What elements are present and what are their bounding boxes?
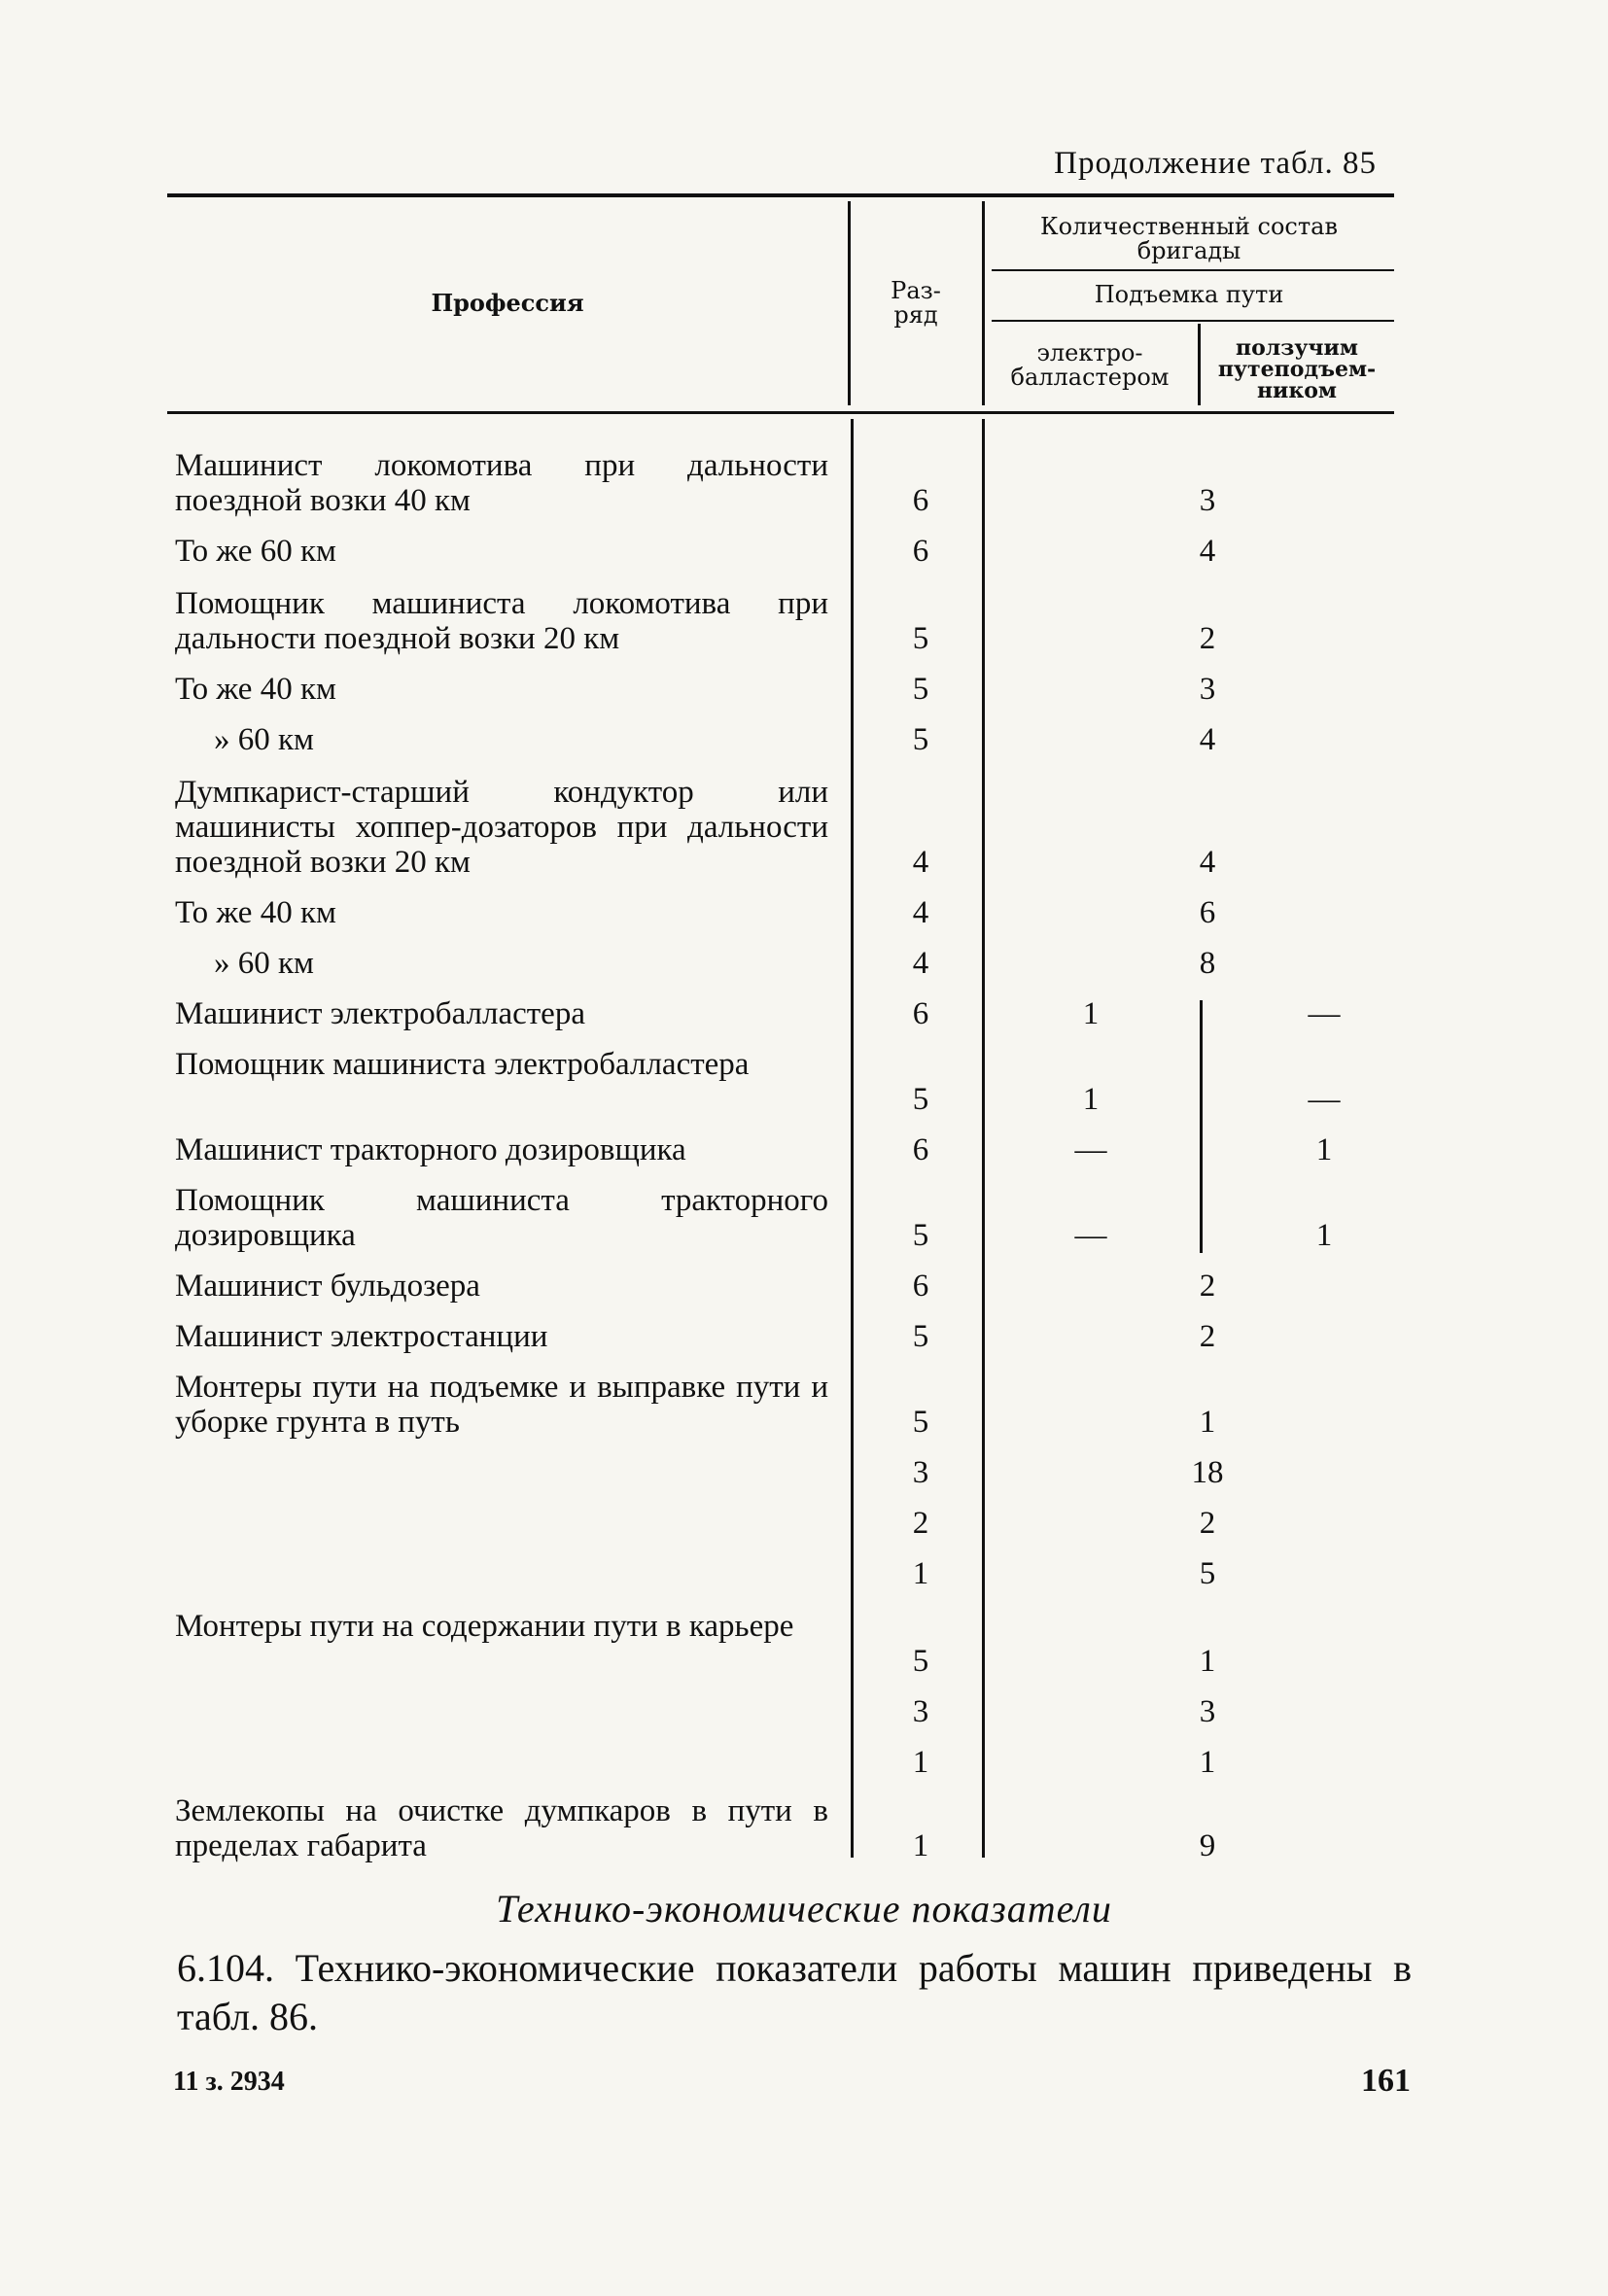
row-count: 3 bbox=[1199, 672, 1216, 707]
header-rule-lifting bbox=[992, 320, 1394, 322]
row-count: 4 bbox=[1199, 722, 1216, 757]
row-count: 1 bbox=[1199, 1745, 1216, 1780]
header-crawl-line2: путеподъем- bbox=[1217, 357, 1377, 382]
row-rank: 4 bbox=[912, 946, 929, 981]
header-crew bbox=[984, 215, 1394, 263]
header-crew-line2: бригады bbox=[1136, 237, 1241, 264]
row-rank: 1 bbox=[912, 1556, 929, 1591]
row-rank: 6 bbox=[912, 534, 929, 569]
row-profession: Помощник машиниста тракторного дозировщика bbox=[175, 1183, 828, 1253]
row-rank: 6 bbox=[912, 996, 929, 1031]
header-crawl-line3: ником bbox=[1256, 378, 1338, 403]
row-rank: 3 bbox=[912, 1694, 929, 1729]
page-number: 161 bbox=[1361, 2063, 1411, 2099]
paragraph: 6.104. Технико-экономические показатели работы машин приведены в табл. 86. bbox=[177, 1946, 1412, 2038]
row-count: 2 bbox=[1199, 621, 1216, 656]
row-count: 4 bbox=[1199, 534, 1216, 569]
table-top-rule bbox=[167, 193, 1394, 197]
header-electro-line2: балластером bbox=[1010, 364, 1170, 391]
row-rank: 2 bbox=[912, 1506, 929, 1541]
header-crawl-line1: ползучим bbox=[1236, 335, 1358, 361]
row-count: 9 bbox=[1199, 1828, 1216, 1863]
header-electro bbox=[984, 341, 1196, 390]
table-head-rule bbox=[167, 411, 1394, 414]
row-count: 2 bbox=[1199, 1319, 1216, 1354]
row-crawl: 1 bbox=[1315, 1218, 1333, 1253]
row-count: 5 bbox=[1199, 1556, 1216, 1591]
vline-header-3 bbox=[1198, 324, 1201, 405]
row-profession: То же 40 км bbox=[175, 895, 336, 930]
header-lifting: Подъемка пути bbox=[1094, 281, 1284, 308]
row-count: 18 bbox=[1191, 1455, 1224, 1490]
row-profession: То же 60 км bbox=[175, 534, 336, 569]
row-count: 1 bbox=[1199, 1644, 1216, 1679]
row-count: 2 bbox=[1199, 1506, 1216, 1541]
row-crawl: 1 bbox=[1315, 1132, 1333, 1167]
row-count: 2 bbox=[1199, 1269, 1216, 1304]
row-profession: Землекопы на очистке думпкаров в пути в пределах габарита bbox=[175, 1793, 828, 1863]
row-rank: 5 bbox=[912, 1319, 929, 1354]
row-rank: 5 bbox=[912, 1218, 929, 1253]
row-profession: Машинист электростанции bbox=[175, 1319, 548, 1354]
row-electro: 1 bbox=[1082, 996, 1100, 1031]
row-profession: То же 40 км bbox=[175, 672, 336, 707]
row-electro: — bbox=[1074, 1132, 1107, 1167]
row-crawl: — bbox=[1308, 996, 1341, 1031]
vline-header-1 bbox=[848, 201, 851, 405]
row-count: 1 bbox=[1199, 1405, 1216, 1440]
footer-signature: 11 з. 2934 bbox=[173, 2067, 285, 2097]
row-rank: 5 bbox=[912, 621, 929, 656]
vline-body-3 bbox=[1200, 1000, 1203, 1253]
row-rank: 5 bbox=[912, 1082, 929, 1117]
row-rank: 3 bbox=[912, 1455, 929, 1490]
row-count: 3 bbox=[1199, 1694, 1216, 1729]
row-rank: 6 bbox=[912, 1269, 929, 1304]
header-rank-line1: Раз- bbox=[891, 277, 941, 304]
row-crawl: — bbox=[1308, 1082, 1341, 1117]
row-profession: Думпкарист-старший кондуктор или машинисты хоппер-дозаторов при дальности поездной возки 20 км bbox=[175, 775, 828, 880]
row-rank: 5 bbox=[912, 722, 929, 757]
row-profession: » 60 км bbox=[214, 946, 314, 981]
row-profession: Машинист электробалластера bbox=[175, 996, 585, 1031]
row-electro: 1 bbox=[1082, 1082, 1100, 1117]
row-rank: 1 bbox=[912, 1828, 929, 1863]
header-rule-crew bbox=[992, 269, 1394, 271]
row-electro: — bbox=[1074, 1218, 1107, 1253]
row-rank: 5 bbox=[912, 1405, 929, 1440]
row-rank: 1 bbox=[912, 1745, 929, 1780]
row-profession: Машинист локомотива при дальности поездной возки 40 км bbox=[175, 448, 828, 518]
row-rank: 5 bbox=[912, 672, 929, 707]
row-profession: Монтеры пути на подъемке и выправке пути и уборке грунта в путь bbox=[175, 1370, 828, 1440]
vline-header-2 bbox=[982, 201, 985, 405]
row-rank: 4 bbox=[912, 895, 929, 930]
vline-body-2 bbox=[982, 419, 985, 1858]
header-rank-line2: ряд bbox=[893, 301, 938, 329]
row-count: 3 bbox=[1199, 483, 1216, 518]
vline-body-1 bbox=[851, 419, 854, 1858]
row-profession: Монтеры пути на содержании пути в карьере bbox=[175, 1609, 794, 1644]
row-count: 4 bbox=[1199, 845, 1216, 880]
row-rank: 6 bbox=[912, 1132, 929, 1167]
row-profession: Машинист тракторного дозировщика bbox=[175, 1132, 686, 1167]
header-crawl bbox=[1200, 337, 1394, 401]
header-profession: Профессия bbox=[431, 289, 584, 317]
header-electro-line1: электро- bbox=[1036, 339, 1143, 366]
row-count: 6 bbox=[1199, 895, 1216, 930]
row-profession: Помощник машиниста электробалластера bbox=[175, 1047, 750, 1082]
row-rank: 6 bbox=[912, 483, 929, 518]
row-profession: » 60 км bbox=[214, 722, 314, 757]
header-rank bbox=[853, 279, 979, 328]
row-count: 8 bbox=[1199, 946, 1216, 981]
row-profession: Помощник машиниста локомотива при дальности поездной возки 20 км bbox=[175, 586, 828, 656]
section-title: Технико-экономические показатели bbox=[496, 1887, 1112, 1931]
header-crew-line1: Количественный состав bbox=[1040, 213, 1338, 240]
continuation-label: Продолжение табл. 85 bbox=[1054, 146, 1377, 181]
row-profession: Машинист бульдозера bbox=[175, 1269, 480, 1304]
row-rank: 4 bbox=[912, 845, 929, 880]
row-rank: 5 bbox=[912, 1644, 929, 1679]
